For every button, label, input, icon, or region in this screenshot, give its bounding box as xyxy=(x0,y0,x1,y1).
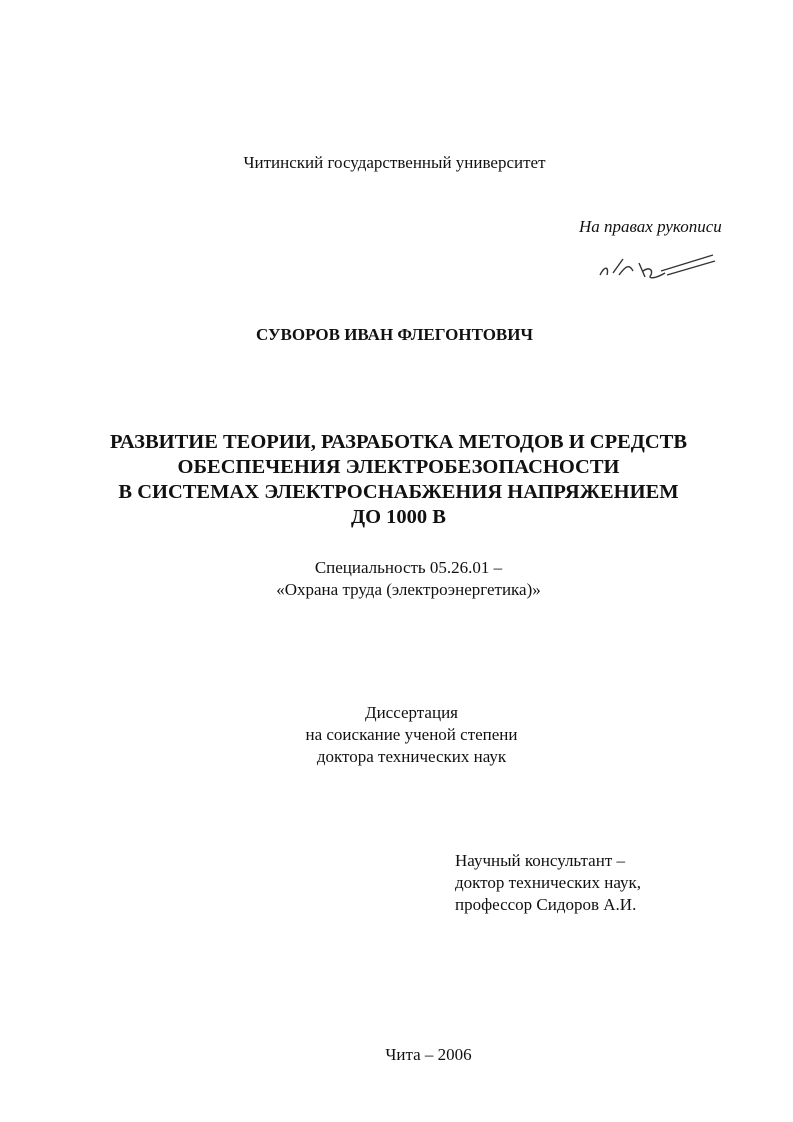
title-line: В СИСТЕМАХ ЭЛЕКТРОСНАБЖЕНИЯ НАПРЯЖЕНИЕМ xyxy=(118,481,679,503)
title-line: РАЗВИТИЕ ТЕОРИИ, РАЗРАБОТКА МЕТОДОВ И СРЕДСТВ xyxy=(109,431,688,453)
author-name: СУВОРОВ ИВАН ФЛЕГОНТОВИЧ xyxy=(256,325,533,344)
signature-image xyxy=(595,245,725,285)
specialty-line: Специальность 05.26.01 – xyxy=(314,558,503,577)
consultant-line: профессор Сидоров А.И. xyxy=(455,895,637,914)
consultant-line: Научный консультант – xyxy=(455,851,625,870)
dissertation-type xyxy=(15,702,793,768)
dissertation-line: Диссертация xyxy=(364,703,458,722)
consultant-line: доктор технических наук, xyxy=(455,873,642,892)
dissertation-title xyxy=(2,430,793,530)
specialty xyxy=(12,557,793,601)
dissertation-line: доктора технических наук xyxy=(316,747,507,766)
specialty-line: «Охрана труда (электроэнергетика)» xyxy=(276,580,541,599)
title-line: ОБЕСПЕЧЕНИЯ ЭЛЕКТРОБЕЗОПАСНОСТИ xyxy=(177,456,620,478)
scientific-consultant xyxy=(455,850,641,916)
university-name: Читинский государственный университет xyxy=(243,153,546,172)
title-line: ДО 1000 В xyxy=(351,506,446,528)
rights-note: На правах рукописи xyxy=(579,217,722,236)
city-year: Чита – 2006 xyxy=(385,1045,472,1064)
dissertation-line: на соискание ученой степени xyxy=(305,725,518,744)
